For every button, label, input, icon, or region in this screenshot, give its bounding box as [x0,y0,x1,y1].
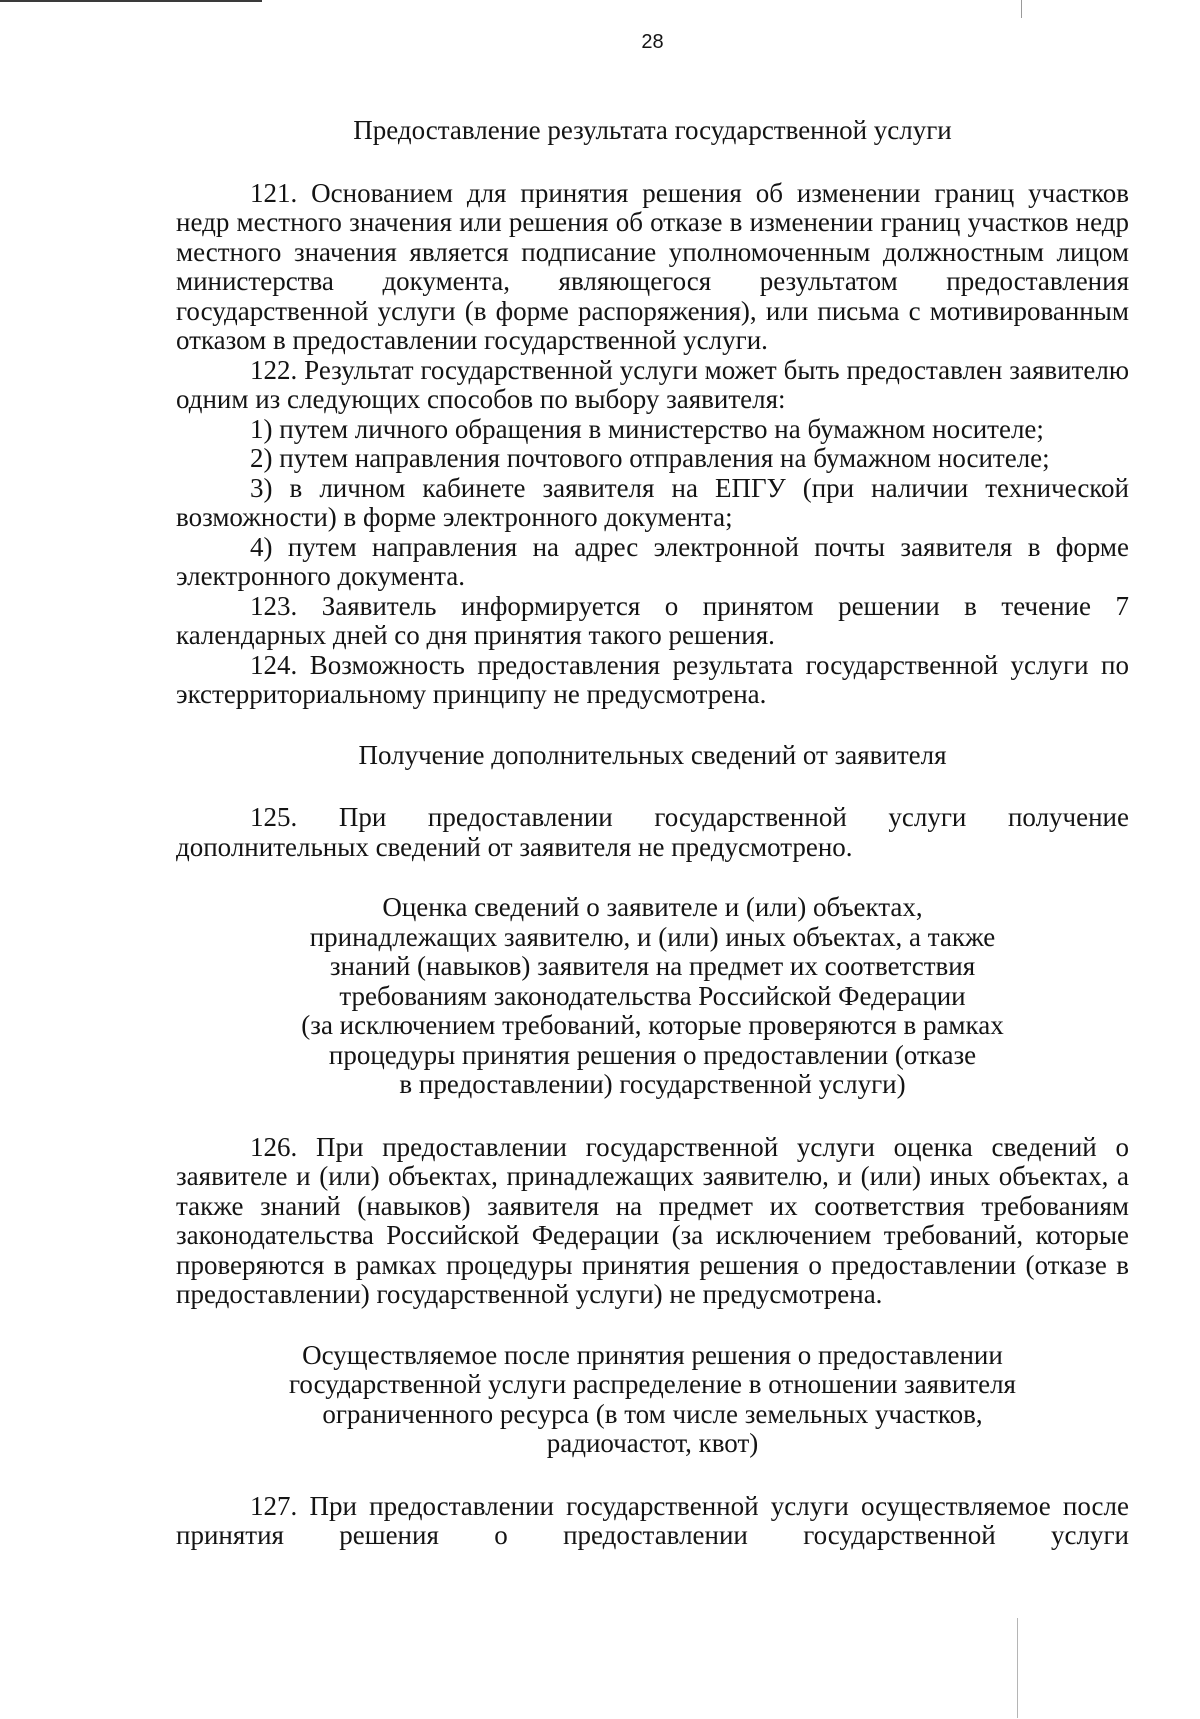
list-item-2: 2) путем направления почтового отправления на бумажном носителе; [250,443,1050,473]
heading-line: (за исключением требований, которые проверяются в рамках [301,1010,1004,1040]
heading-line: Предоставление результата государственной услуги [353,115,952,145]
heading-line: принадлежащих заявителю, и (или) иных объектах, а также [309,921,996,952]
scan-edge-right-top [1021,0,1022,18]
heading-line: знаний (навыков) заявителя на предмет их соответствия [329,951,976,981]
heading-line: государственной услуги распределение в отношении заявителя [289,1369,1016,1399]
paragraph-126: 126. При предоставлении государственной услуги оценка сведений о заявителе и (или) объектах, принадлежащих заявителю, и (или) иных объектах, а также знаний (навыков) заявителя на предмет их соответствия требованиям законодательства Российской Федерации (за исключением требований, которые проверяются в рамках процедуры принятия решения о предоставлении (отказе в предоставлении) государственной услуги) не предусмотрена. [176,1131,1129,1309]
scan-edge-top [0,0,262,2]
heading-line: ограниченного ресурса (в том числе земельных участков, [322,1398,983,1429]
page-content [176,116,1129,1551]
list-item-4: 4) путем направления на адрес электронной почты заявителя в форме электронного документа. [176,531,1129,591]
section-heading [176,116,1129,146]
paragraph-123: 123. Заявитель информируется о принятом решении в течение 7 календарных дней со дня принятия такого решения. [176,590,1129,650]
list-item-3: 3) в личном кабинете заявителя на ЕПГУ (при наличии технической возможности) в форме электронного документа; [176,472,1129,532]
paragraph-124: 124. Возможность предоставления результата государственной услуги по экстерриториальному принципу не предусмотрена. [176,649,1129,709]
section-heading [176,1341,1129,1459]
heading-line: радиочастот, квот) [546,1428,759,1458]
paragraph-121: 121. Основанием для принятия решения об изменении границ участков недр местного значения или решения об отказе в изменении границ участков недр местного значения является подписание уполномоченным должностным лицом министерства документа, являющегося результатом предоставления государственной услуги (в форме распоряжения), или письма с мотивированным отказом в предоставлении государственной услуги. [176,177,1129,355]
heading-line: процедуры принятия решения о предоставлении (отказе [328,1039,977,1070]
section-result-provision [176,116,1129,710]
section-heading [176,741,1129,771]
scan-edge-right-bottom [1017,1618,1018,1718]
heading-line: Оценка сведений о заявителе и (или) объектах, [382,892,923,922]
page-number: 28 [641,31,664,53]
paragraph-127: 127. При предоставлении государственной услуги осуществляемое после принятия решения о предоставлении государственной услуги [176,1490,1129,1550]
paragraph-125: 125. При предоставлении государственной услуги получение дополнительных сведений от заявителя не предусмотрено. [176,802,1129,862]
section-heading [176,893,1129,1100]
heading-line: Получение дополнительных сведений от заявителя [358,739,947,770]
section-resource-allocation [176,1341,1129,1551]
heading-line: Осуществляемое после принятия решения о предоставлении [302,1339,1003,1370]
section-additional-info [176,741,1129,863]
heading-line: требованиям законодательства Российской Федерации [339,980,966,1011]
section-applicant-assessment [176,893,1129,1310]
paragraph-122: 122. Результат государственной услуги может быть предоставлен заявителю одним из следующих способов по выбору заявителя: [176,354,1129,414]
list-item-1: 1) путем личного обращения в министерство на бумажном носителе; [250,413,1044,444]
heading-line: в предоставлении) государственной услуги) [399,1069,906,1099]
